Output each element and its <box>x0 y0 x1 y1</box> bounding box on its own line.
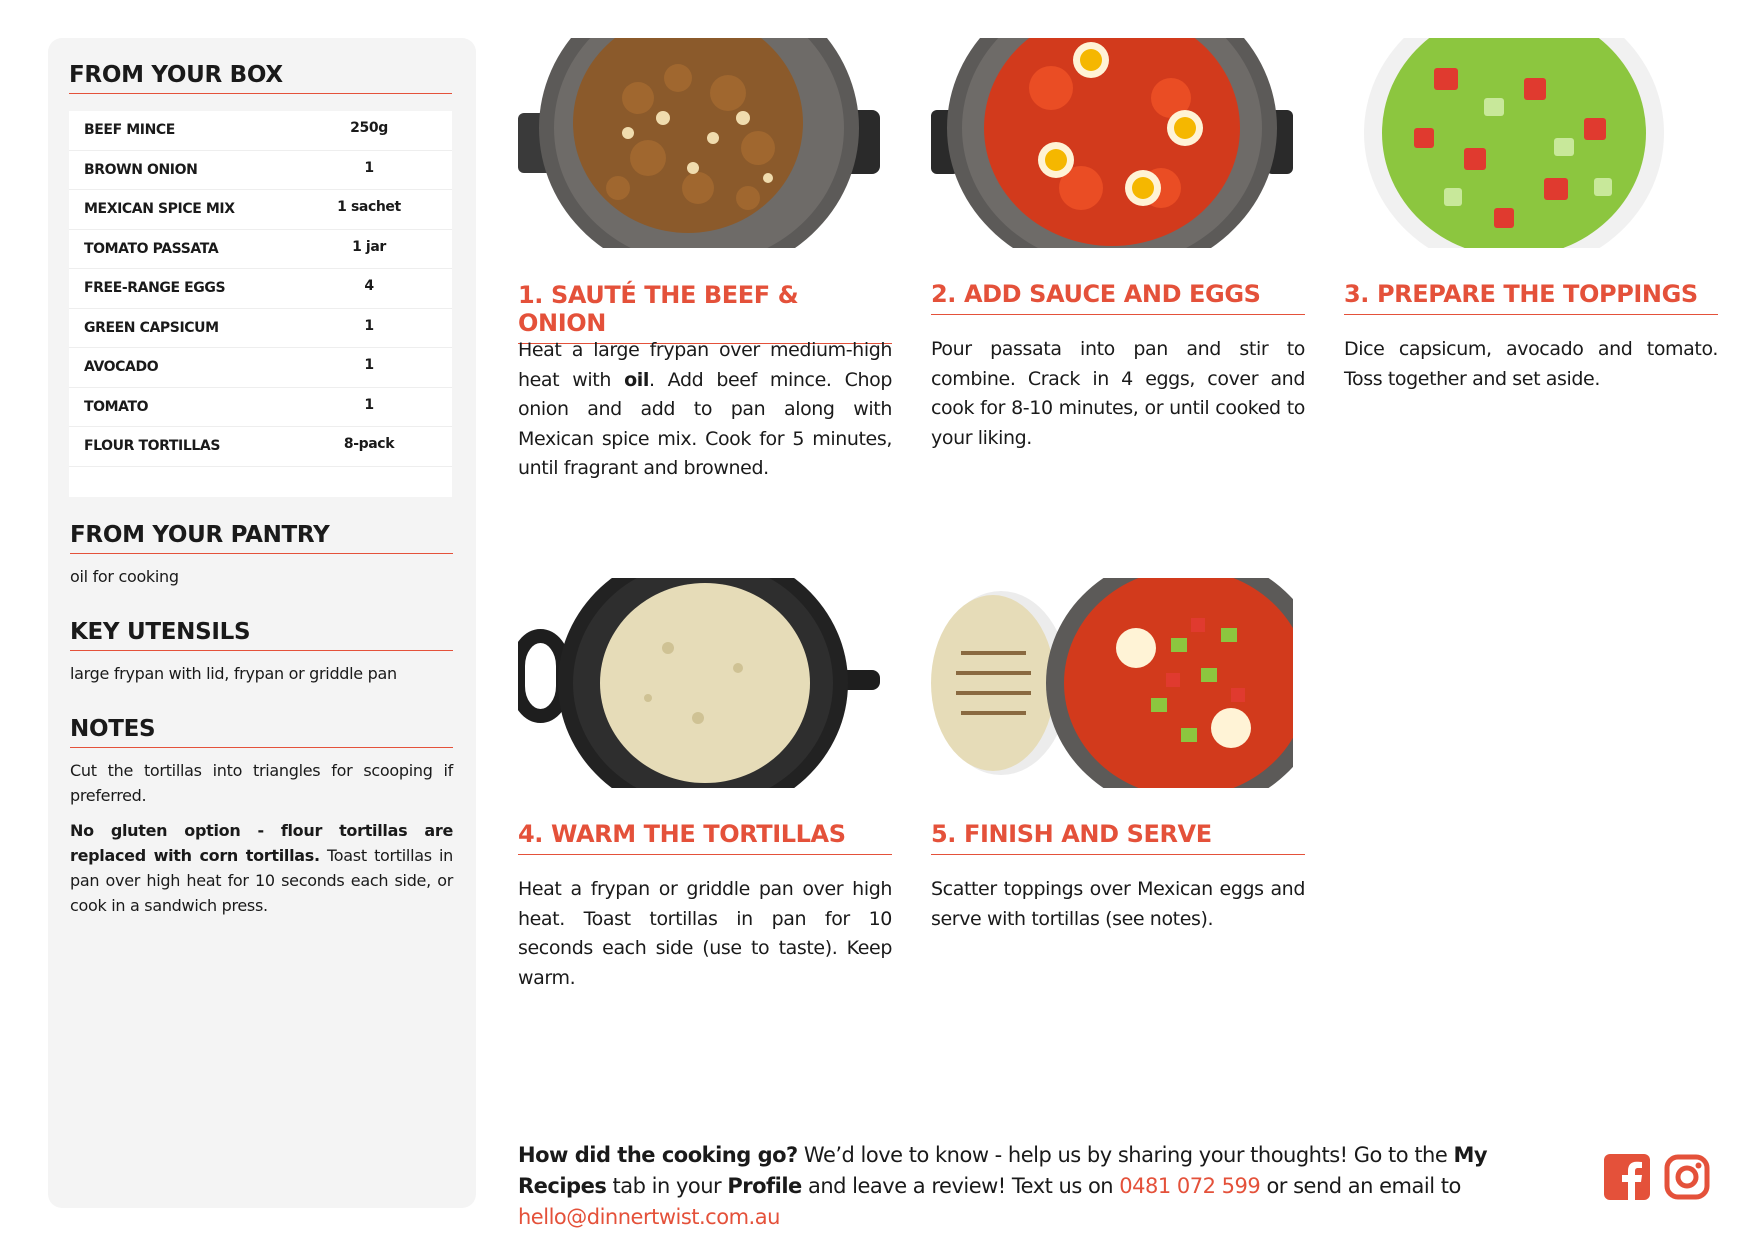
table-row <box>69 230 452 270</box>
notes-paragraph <box>70 818 453 918</box>
ingredient-qty: 8-pack <box>343 436 395 452</box>
footer-text: and leave a review! Text us on <box>801 1174 1120 1198</box>
feedback-question: How did the cooking go? <box>518 1143 798 1167</box>
ingredient-name: FREE-RANGE EGGS <box>84 280 226 297</box>
step-1-text-b: . Add beef mince. Chop onion and add to pan along with Mexican spice mix. Cook for 5 minutes, until fragrant and browned. <box>518 368 892 479</box>
feedback-footer <box>518 1140 1578 1233</box>
step-2-title: 2. ADD SAUCE AND EGGS <box>931 280 1305 315</box>
gluten-note-text: Toast tortillas in pan over high heat for 10 seconds each side, or cook in a sandwich press. <box>70 846 454 915</box>
my-recipes-label: My Recipes <box>518 1143 1488 1198</box>
step-3-title: 3. PREPARE THE TOPPINGS <box>1344 280 1718 315</box>
step-5-text: Scatter toppings over Mexican eggs and serve with tortillas (see notes). <box>931 878 1305 930</box>
step-3-text: Dice capsicum, avocado and tomato. Toss together and set aside. <box>1344 338 1718 390</box>
table-row <box>69 151 452 191</box>
gluten-note-bold: No gluten option - flour tortillas are replaced with corn tortillas. <box>70 821 453 865</box>
step-2-photo <box>931 38 1293 248</box>
step-4-title: 4. WARM THE TORTILLAS <box>518 820 892 855</box>
ingredient-qty: 4 <box>364 278 374 294</box>
step-4-photo <box>518 578 880 788</box>
phone-link[interactable]: 0481 072 599 <box>1119 1174 1261 1198</box>
pantry-heading: FROM YOUR PANTRY <box>70 522 453 554</box>
ingredient-name: AVOCADO <box>84 359 159 376</box>
step-5-photo <box>931 578 1293 788</box>
table-row <box>69 427 452 467</box>
ingredient-qty: 1 <box>364 396 374 413</box>
instagram-icon[interactable] <box>1664 1154 1710 1200</box>
footer-text: or send an email to <box>1260 1174 1461 1198</box>
table-row <box>69 309 452 349</box>
ingredient-qty: 1 <box>364 357 374 373</box>
facebook-icon[interactable] <box>1604 1154 1650 1200</box>
step-1-text <box>518 336 892 484</box>
step-1-photo <box>518 38 880 248</box>
notes-paragraph: Cut the tortillas into triangles for scooping if preferred. <box>70 761 453 805</box>
ingredients-sidebar <box>48 38 476 1208</box>
ingredient-name: MEXICAN SPICE MIX <box>84 201 235 218</box>
ingredient-name: GREEN CAPSICUM <box>84 319 219 336</box>
ingredient-qty: 1 jar <box>352 238 386 255</box>
utensils-heading: KEY UTENSILS <box>70 619 453 651</box>
step-1-text-a: Heat a large frypan over medium-high heat with <box>518 339 892 391</box>
ingredient-name: TOMATO <box>84 398 149 415</box>
step-3-photo <box>1344 38 1706 248</box>
email-link[interactable]: hello@dinnertwist.com.au <box>518 1205 780 1229</box>
table-row <box>69 348 452 388</box>
ingredient-name: TOMATO PASSATA <box>84 240 219 257</box>
ingredient-qty: 250g <box>350 120 388 136</box>
step-1-text-bold: oil <box>624 368 649 391</box>
ingredient-name: FLOUR TORTILLAS <box>84 438 221 455</box>
footer-text: We’d love to know - help us by sharing your thoughts! Go to the <box>797 1143 1454 1167</box>
footer-text: tab in your <box>606 1174 728 1198</box>
step-5-title: 5. FINISH AND SERVE <box>931 820 1305 855</box>
ingredient-qty: 1 <box>364 317 374 334</box>
step-4-text: Heat a frypan or griddle pan over high heat. Toast tortillas in pan for 10 seconds each side (use to taste). Keep warm. <box>518 878 892 989</box>
table-row <box>69 111 452 151</box>
step-2-text: Pour passata into pan and stir to combine. Crack in 4 eggs, cover and cook for 8-10 minutes, or until cooked to your liking. <box>931 338 1305 449</box>
ingredient-name: BROWN ONION <box>84 161 198 178</box>
box-heading: FROM YOUR BOX <box>69 62 452 94</box>
profile-label: Profile <box>727 1174 802 1198</box>
notes-heading: NOTES <box>70 716 453 748</box>
table-row <box>69 190 452 230</box>
utensils-text: large frypan with lid, frypan or griddle pan <box>70 664 397 683</box>
box-ingredients-table <box>69 111 452 497</box>
ingredient-qty: 1 <box>364 159 374 176</box>
ingredient-qty: 1 sachet <box>337 199 401 215</box>
table-row <box>69 269 452 309</box>
notes-text <box>70 758 453 928</box>
step-1-title: 1. SAUTÉ THE BEEF & ONION <box>518 281 892 344</box>
pantry-text: oil for cooking <box>70 567 179 586</box>
table-row <box>69 388 452 428</box>
ingredient-name: BEEF MINCE <box>84 122 175 139</box>
